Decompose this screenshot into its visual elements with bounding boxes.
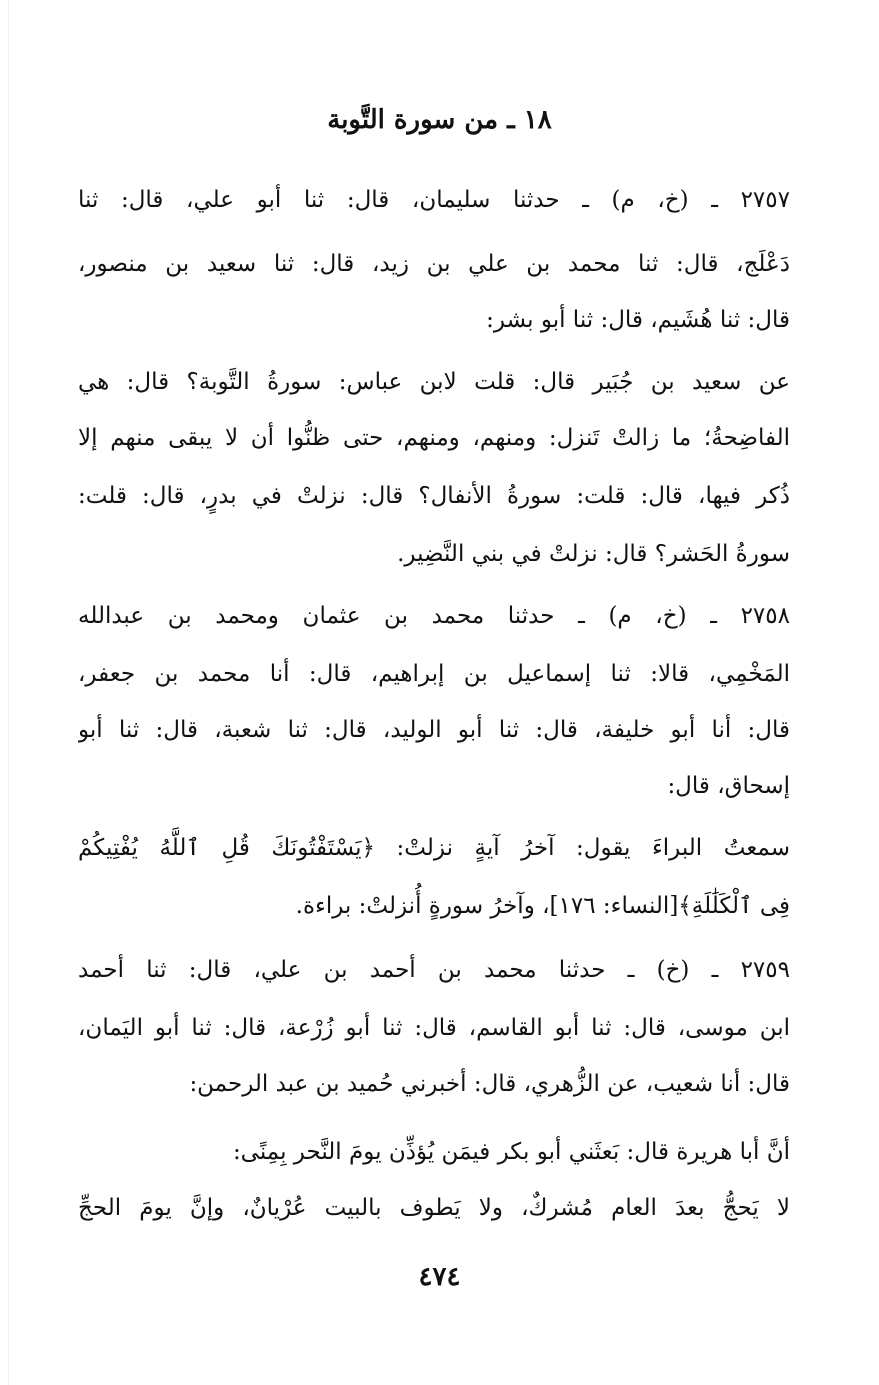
text-line-2: دَعْلَج، قال: ثنا محمد بن علي بن زيد، قال: ثنا سعيد بن منصور، <box>78 251 790 277</box>
text-line-17: أنَّ أبا هريرة قال: بَعثَني أبو بكر فيمَن يُؤذِّن يومَ النَّحر بِمِنًى: <box>232 1139 790 1165</box>
text-line-6: ذُكر فيها، قال: قلت: سورةُ الأنفال؟ قال: نزلتْ في بدرٍ، قال: قلت: <box>78 483 790 509</box>
text-line-8: ٢٧٥٨ ـ (خ، م) ـ حدثنا محمد بن عثمان ومحمد بن عبدالله <box>78 603 790 629</box>
text-line-1: ٢٧٥٧ ـ (خ، م) ـ حدثنا سليمان، قال: ثنا أبو علي، قال: ثنا <box>78 187 790 213</box>
text-line-12: سمعتُ البراءَ يقول: آخرُ آيةٍ نزلتْ: ﴿يَسْتَفْتُونَكَ قُلِ ٱللَّهُ يُفْتِيكُمْ <box>78 835 790 861</box>
text-line-5: الفاضِحةُ؛ ما زالتْ تَنزل: ومنهم، ومنهم، حتى ظنُّوا أن لا يبقى منهم إلا <box>78 425 790 451</box>
text-line-15: ابن موسى، قال: ثنا أبو القاسم، قال: ثنا أبو زُرْعة، قال: ثنا أبو اليَمان، <box>78 1015 790 1041</box>
text-line-4: عن سعيد بن جُبَير قال: قلت لابن عباس: سورةُ التَّوبة؟ قال: هي <box>78 369 790 395</box>
text-line-7: سورةُ الحَشر؟ قال: نزلتْ في بني النَّضِير. <box>397 541 790 567</box>
text-line-16: قال: أنا شعيب، عن الزُّهري، قال: أخبرني حُميد بن عبد الرحمن: <box>189 1071 790 1097</box>
text-line-9: المَخْمِي، قالا: ثنا إسماعيل بن إبراهيم، قال: أنا محمد بن جعفر، <box>78 661 790 687</box>
page-crease <box>8 0 9 1385</box>
text-line-3: قال: ثنا هُشَيم، قال: ثنا أبو بشر: <box>486 307 790 333</box>
text-line-14: ٢٧٥٩ ـ (خ) ـ حدثنا محمد بن أحمد بن علي، قال: ثنا أحمد <box>78 957 790 983</box>
page-number: ٤٧٤ <box>418 1262 461 1292</box>
text-line-10: قال: أنا أبو خليفة، قال: ثنا أبو الوليد، قال: ثنا شعبة، قال: ثنا أبو <box>78 717 790 743</box>
section-heading: ١٨ ـ من سورة التَّوبة <box>327 105 552 135</box>
text-line-11: إسحاق، قال: <box>667 773 790 799</box>
text-line-18: لا يَحجُّ بعدَ العام مُشركٌ، ولا يَطوف بالبيت عُرْيانٌ، وإنَّ يومَ الحجِّ <box>78 1195 790 1221</box>
text-line-13: فِى ٱلْكَلَٰلَةِ﴾[النساء: ١٧٦]، وآخرُ سورةٍ أُنزلتْ: براءة. <box>295 893 790 919</box>
